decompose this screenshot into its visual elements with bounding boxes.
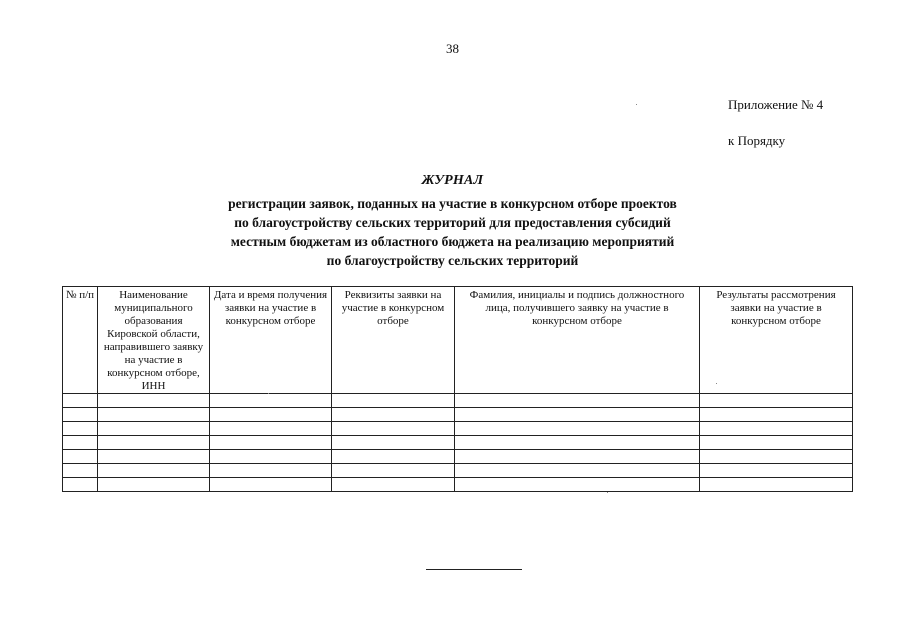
table-cell (210, 408, 332, 422)
table-cell (455, 436, 700, 450)
table-cell (210, 422, 332, 436)
appendix-title: Приложение № 4 (728, 97, 824, 112)
table-cell (700, 464, 853, 478)
table-cell (700, 408, 853, 422)
table-cell (700, 394, 853, 408)
subtitle-line: регистрации заявок, поданных на участие в конкурсном отборе проектов (228, 196, 677, 211)
table-cell (332, 408, 455, 422)
table-cell (98, 478, 210, 492)
table-cell (700, 450, 853, 464)
table-row (63, 422, 853, 436)
header-official-signature: Фамилия, инициалы и подпись должностного лица, получившего заявку на участие в конкурсном отборе (455, 287, 700, 394)
table-row (63, 450, 853, 464)
table-cell (455, 478, 700, 492)
table-cell (98, 422, 210, 436)
table-cell (63, 394, 98, 408)
table-cell (63, 436, 98, 450)
scan-speck (636, 104, 637, 105)
header-review-results: Результаты рассмотрения заявки на участие в конкурсном отборе (700, 287, 853, 394)
table-cell (210, 394, 332, 408)
table-cell (98, 436, 210, 450)
table-cell (455, 422, 700, 436)
subtitle-line: по благоустройству сельских территорий (326, 253, 579, 268)
table-cell (63, 478, 98, 492)
table-cell (98, 450, 210, 464)
closing-rule (426, 569, 522, 570)
table-cell (332, 450, 455, 464)
table-cell (63, 464, 98, 478)
table-cell (98, 408, 210, 422)
table-cell (700, 422, 853, 436)
table-cell (455, 394, 700, 408)
table-cell (210, 436, 332, 450)
table-cell (98, 394, 210, 408)
table-row (63, 408, 853, 422)
table-body (63, 394, 853, 492)
table-cell (455, 408, 700, 422)
table-cell (332, 422, 455, 436)
table-row (63, 436, 853, 450)
appendix-subtitle: к Порядку (728, 133, 786, 148)
page-number: 38 (446, 41, 459, 56)
table-row (63, 478, 853, 492)
header-number: № п/п (63, 287, 98, 394)
scan-speck (607, 492, 608, 493)
table-header-row (63, 287, 853, 394)
table-cell (98, 464, 210, 478)
document-subtitle (0, 194, 905, 270)
subtitle-line: по благоустройству сельских территорий для предоставления субсидий (234, 215, 671, 230)
table-cell (63, 408, 98, 422)
table-cell (210, 478, 332, 492)
table-cell (210, 450, 332, 464)
table-row (63, 394, 853, 408)
header-municipality: Наименование муниципального образования Кировской области, направившего заявку на участие в конкурсном отборе, ИНН (98, 287, 210, 394)
table-cell (332, 394, 455, 408)
document-title: ЖУРНАЛ (421, 173, 484, 188)
table-cell (455, 464, 700, 478)
table-row (63, 464, 853, 478)
table-cell (700, 478, 853, 492)
table-cell (332, 478, 455, 492)
table-cell (332, 464, 455, 478)
table-cell (210, 464, 332, 478)
registration-journal-table (62, 286, 853, 492)
table-cell (700, 436, 853, 450)
table-cell (63, 450, 98, 464)
scan-speck (268, 393, 269, 394)
header-application-details: Реквизиты заявки на участие в конкурсном отборе (332, 287, 455, 394)
table-cell (63, 422, 98, 436)
table-cell (455, 450, 700, 464)
subtitle-line: местным бюджетам из областного бюджета на реализацию мероприятий (230, 234, 675, 249)
table-cell (332, 436, 455, 450)
header-received-date: Дата и время получения заявки на участие в конкурсном отборе (210, 287, 332, 394)
scan-speck (716, 383, 717, 384)
